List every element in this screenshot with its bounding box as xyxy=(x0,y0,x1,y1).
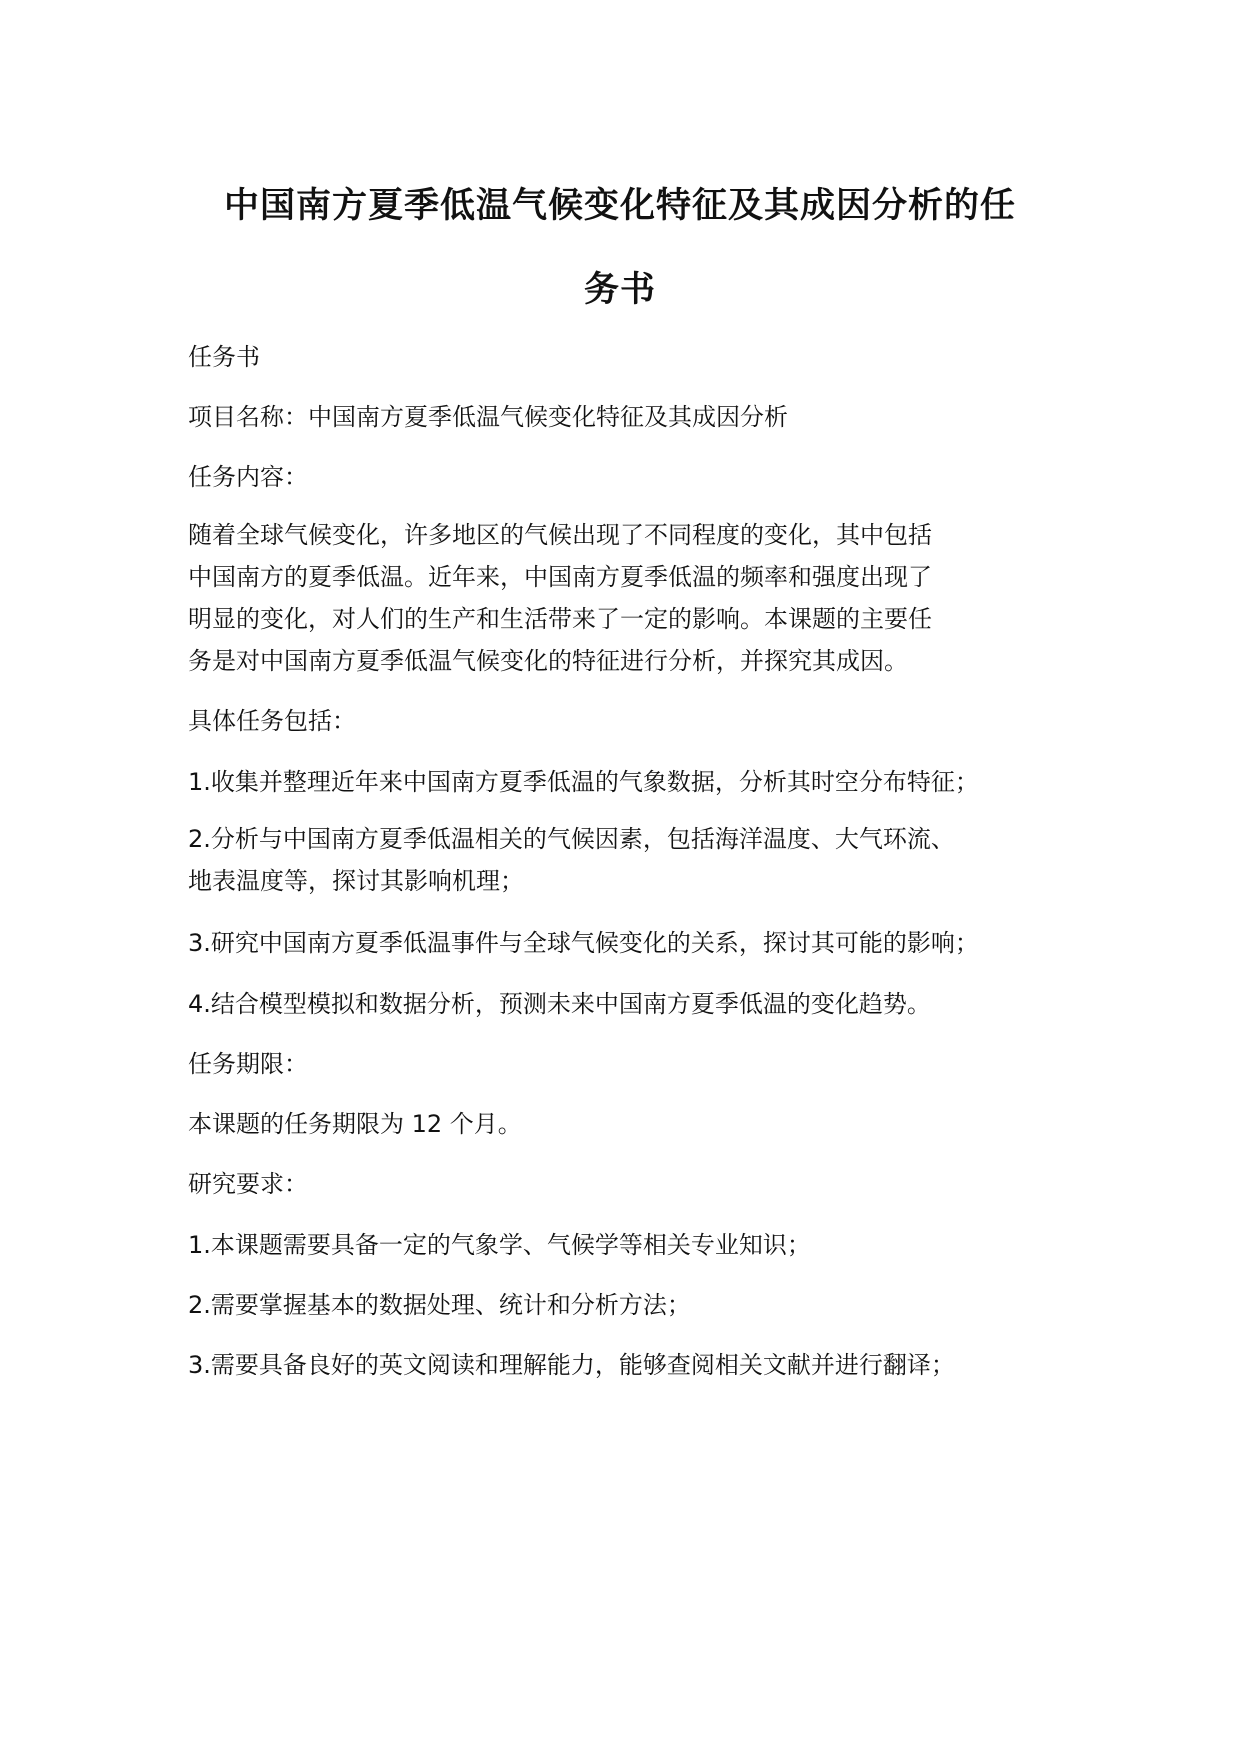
intro-line: 随着全球气候变化，许多地区的气候出现了不同程度的变化，其中包括 xyxy=(188,521,932,549)
period-label: 任务期限： xyxy=(188,1050,308,1078)
document-title-line-2: 务书 xyxy=(583,270,656,310)
intro-line: 明显的变化，对人们的生产和生活带来了一定的影响。本课题的主要任 xyxy=(188,605,932,633)
task-item-3: 3.研究中国南方夏季低温事件与全球气候变化的关系，探讨其可能的影响； xyxy=(188,929,979,957)
task-item-2-line: 2.分析与中国南方夏季低温相关的气候因素，包括海洋温度、大气环流、 xyxy=(188,825,955,853)
task-item-4: 4.结合模型模拟和数据分析，预测未来中国南方夏季低温的变化趋势。 xyxy=(188,990,931,1018)
requirement-item-2: 2.需要掌握基本的数据处理、统计和分析方法； xyxy=(188,1291,691,1319)
requirement-item-1: 1.本课题需要具备一定的气象学、气候学等相关专业知识； xyxy=(188,1231,811,1259)
heading-task-book: 任务书 xyxy=(188,343,260,371)
requirement-item-3: 3.需要具备良好的英文阅读和理解能力，能够查阅相关文献并进行翻译； xyxy=(188,1351,955,1379)
intro-paragraph xyxy=(188,514,1088,682)
task-item-1: 1.收集并整理近年来中国南方夏季低温的气象数据，分析其时空分布特征； xyxy=(188,768,979,796)
task-item-2-line: 地表温度等，探讨其影响机理； xyxy=(188,867,524,895)
requirements-label: 研究要求： xyxy=(188,1170,308,1198)
period-text: 本课题的任务期限为 12 个月。 xyxy=(188,1110,522,1138)
document-title-line-1: 中国南方夏季低温气候变化特征及其成因分析的任 xyxy=(223,186,1016,226)
task-item-2 xyxy=(188,818,1088,902)
intro-line: 中国南方的夏季低温。近年来，中国南方夏季低温的频率和强度出现了 xyxy=(188,563,932,591)
task-content-label: 任务内容： xyxy=(188,463,308,491)
intro-line: 务是对中国南方夏季低温气候变化的特征进行分析，并探究其成因。 xyxy=(188,647,908,675)
project-name: 项目名称：中国南方夏季低温气候变化特征及其成因分析 xyxy=(188,403,788,431)
specific-tasks-label: 具体任务包括： xyxy=(188,707,356,735)
